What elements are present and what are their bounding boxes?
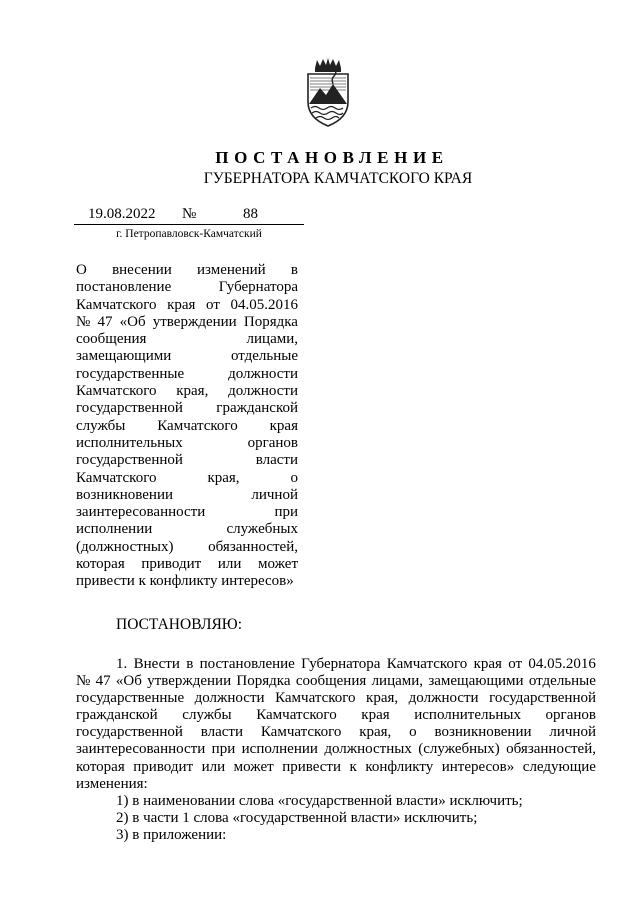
word: привести: [282, 758, 342, 775]
text-line: [76, 435, 298, 452]
text-line: [76, 383, 298, 400]
word: лицами,: [246, 331, 298, 348]
list-item: 1) в наименовании слова «государственной власти» исключить;: [116, 792, 523, 809]
word: №: [76, 313, 91, 330]
word: следующие: [522, 758, 596, 775]
word: к: [349, 758, 357, 775]
word: при: [211, 741, 236, 758]
word: (служебных): [418, 741, 500, 758]
document-date: 19.08.2022: [88, 206, 156, 222]
text-line: [76, 418, 298, 435]
word: Камчатского: [275, 690, 356, 707]
word: края,: [176, 383, 209, 400]
word: изменений: [197, 262, 266, 278]
word: №: [76, 673, 91, 690]
list-item: 3) в приложении:: [116, 826, 227, 843]
text-line: [76, 366, 298, 383]
word: должностных: [324, 741, 412, 758]
text-line: [76, 556, 298, 573]
text-line: [76, 759, 596, 776]
word: 1.: [116, 656, 128, 672]
word: должности: [228, 365, 298, 382]
number-sign: №: [182, 206, 197, 222]
word: отдельные: [528, 673, 596, 690]
word: края: [473, 656, 502, 672]
word: власти: [200, 724, 244, 741]
text-line: [76, 297, 298, 314]
text-line: [76, 707, 596, 724]
text-line: [76, 279, 298, 296]
word: приводит: [133, 758, 194, 775]
word: сообщения: [295, 673, 367, 690]
document-number: 88: [243, 206, 258, 222]
word: которая: [76, 758, 125, 775]
word: может: [258, 556, 298, 573]
word: Камчатского: [157, 417, 238, 434]
word: которая: [76, 556, 125, 573]
text-line: [76, 504, 298, 521]
word: исполнительных: [414, 707, 521, 724]
word: в: [290, 262, 298, 278]
word: края,: [359, 724, 392, 741]
word: может: [233, 758, 274, 775]
document-title: [76, 262, 298, 591]
text-line: [76, 452, 298, 469]
coat-of-arms-icon: [300, 58, 356, 128]
word: 04.05.2016: [230, 296, 298, 313]
word: при: [274, 504, 298, 521]
word: 04.05.2016: [528, 656, 596, 672]
text-line: [76, 539, 298, 556]
word: края,: [366, 690, 399, 707]
word: обязанностей,: [506, 741, 596, 758]
word: Камчатского: [256, 707, 337, 724]
word: службы: [182, 707, 232, 724]
word: государственной: [76, 400, 183, 417]
word: личной: [549, 724, 596, 741]
text-line: привести к конфликту интересов»: [76, 573, 294, 590]
word: должности: [228, 383, 298, 400]
word: Камчатского: [386, 656, 468, 672]
text-line: [76, 400, 298, 417]
word: служебных: [226, 521, 298, 538]
word: 47: [97, 313, 113, 330]
text-line: [76, 331, 298, 348]
word: обязанностей,: [208, 538, 298, 555]
text-line: [76, 470, 298, 487]
word: Губернатора: [301, 656, 381, 672]
word: должности: [408, 690, 479, 707]
document-city: г. Петропавловск-Камчатский: [116, 228, 262, 240]
date-underline: [74, 224, 304, 225]
text-line: [76, 724, 596, 741]
text-line: [76, 314, 298, 331]
text-line: [76, 348, 298, 365]
word: исполнении: [241, 741, 318, 758]
word: службы: [76, 417, 126, 434]
word: 47: [95, 673, 111, 690]
word: или: [217, 556, 242, 573]
word: «Об: [115, 673, 142, 690]
word: в: [186, 656, 194, 672]
word: государственной: [76, 724, 183, 741]
text-line: [76, 690, 596, 707]
word: замещающими: [76, 348, 172, 365]
word: государственные: [76, 690, 185, 707]
word: «Об: [119, 313, 146, 330]
document-body: [76, 656, 596, 844]
word: Камчатского: [260, 724, 342, 741]
word: замещающими: [428, 673, 524, 690]
word: от: [508, 656, 523, 672]
text-line: [76, 521, 298, 538]
word: постановление: [199, 656, 295, 672]
word: Порядка: [243, 313, 298, 330]
word: государственные: [76, 365, 185, 382]
word: от: [206, 296, 220, 313]
word: должности: [194, 690, 265, 707]
word: личной: [251, 486, 298, 503]
text-line: [76, 741, 596, 758]
word: (должностных): [76, 538, 174, 555]
text-line: [76, 487, 298, 504]
word: края,: [207, 469, 240, 486]
word: края: [167, 296, 196, 313]
word: заинтересованности: [76, 504, 206, 521]
word: органов: [545, 707, 596, 724]
word: интересов»: [441, 758, 515, 775]
word: Камчатского: [76, 469, 157, 486]
word: о: [409, 724, 417, 741]
word: заинтересованности: [76, 741, 206, 758]
word: государственной: [489, 690, 596, 707]
word: сообщения: [76, 331, 147, 348]
word: исполнении: [76, 521, 153, 538]
word: государственной: [76, 452, 183, 469]
word: исполнительных: [76, 434, 183, 451]
word: края: [269, 417, 298, 434]
word: Камчатского: [76, 383, 157, 400]
word: Порядка: [236, 673, 291, 690]
word: Губернатора: [218, 279, 298, 296]
word: утверждении: [152, 313, 237, 330]
word: или: [201, 758, 226, 775]
decree-word: ПОСТАНОВЛЯЮ:: [116, 616, 243, 633]
text-line: [76, 673, 596, 690]
list-item: 2) в части 1 слова «государственной власти» исключить;: [116, 809, 478, 826]
word: Внести: [133, 656, 180, 672]
word: лицами,: [371, 673, 424, 690]
word: отдельные: [230, 348, 298, 365]
word: гражданской: [76, 707, 158, 724]
word: утверждении: [147, 673, 232, 690]
word: возникновении: [434, 724, 532, 741]
word: конфликту: [365, 758, 434, 775]
text-line: [76, 262, 298, 279]
word: края: [361, 707, 390, 724]
word: постановление: [76, 279, 172, 296]
word: внесении: [112, 262, 172, 278]
word: гражданской: [216, 400, 298, 417]
text-line: изменения:: [76, 775, 148, 792]
word: О: [76, 262, 87, 278]
word: приводит: [141, 556, 202, 573]
word: власти: [255, 452, 298, 469]
word: о: [290, 469, 298, 486]
word: Камчатского: [76, 296, 157, 313]
document-type-heading: ПОСТАНОВЛЕНИЕ: [215, 148, 449, 167]
issuer-heading: ГУБЕРНАТОРА КАМЧАТСКОГО КРАЯ: [203, 170, 473, 187]
word: возникновении: [76, 486, 174, 503]
text-line: [76, 656, 596, 673]
word: органов: [247, 434, 298, 451]
